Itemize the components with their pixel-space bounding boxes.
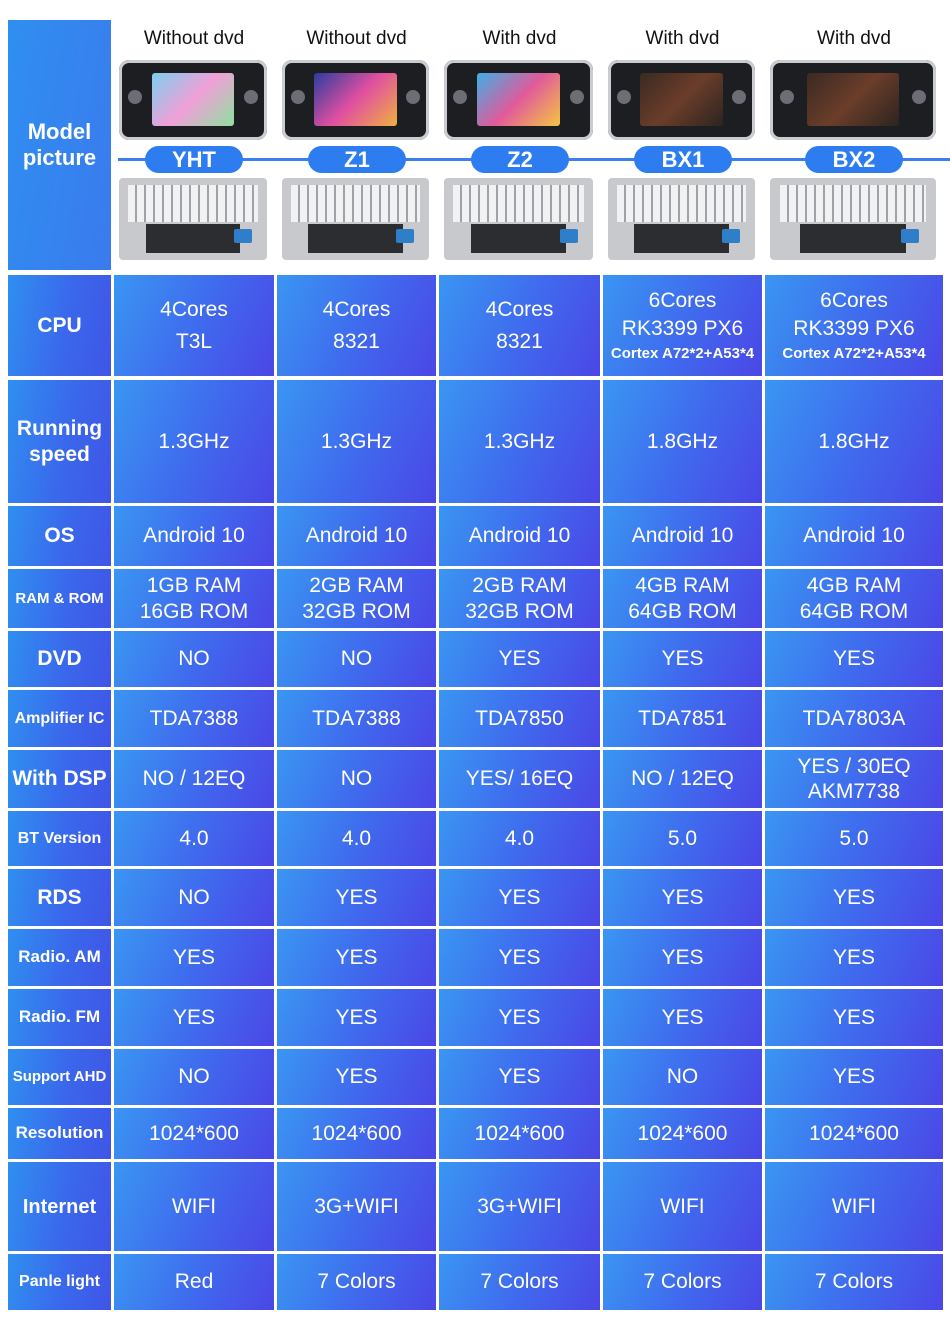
spec-value: 4.0: [341, 826, 372, 850]
spec-value: Android 10: [631, 524, 734, 548]
model-picture-label: [8, 20, 111, 270]
spec-cell: [765, 989, 943, 1046]
spec-cell: [603, 690, 762, 747]
spec-cell: [439, 380, 600, 503]
spec-cell: [765, 569, 943, 628]
spec-value: TDA7388: [312, 706, 401, 730]
head-unit-screen: [152, 73, 235, 126]
label-line: Running: [16, 417, 103, 441]
spec-cell: [603, 750, 762, 808]
spec-cell: [277, 631, 436, 687]
volume-knob-icon: [617, 90, 631, 104]
spec-value: 8321: [333, 329, 380, 353]
label-line: Support AHD: [12, 1068, 107, 1085]
row-label: [8, 569, 111, 628]
spec-cell: [439, 1049, 600, 1105]
spec-value: 32GB ROM: [302, 599, 411, 623]
label-line: RDS: [37, 885, 82, 909]
heatsink-fins: [291, 185, 420, 223]
spec-cell: [277, 869, 436, 926]
head-unit-front-image: [444, 60, 593, 140]
column-title: Without dvd: [306, 28, 407, 49]
spec-value: YES: [661, 1005, 704, 1029]
spec-cell: [439, 569, 600, 628]
model-badge: Z1: [308, 146, 406, 173]
row-label: [8, 1049, 111, 1105]
spec-value: 3G+WIFI: [477, 1194, 562, 1218]
spec-cell: [603, 380, 762, 503]
spec-value: WIFI: [660, 1194, 705, 1218]
spec-cell: [439, 1162, 600, 1251]
spec-cell: [765, 506, 943, 566]
spec-value: NO: [340, 767, 373, 791]
model-badge: Z2: [471, 146, 569, 173]
spec-value: YES / 30EQ: [797, 754, 911, 778]
row-label: [8, 1162, 111, 1251]
spec-value: YES: [498, 1065, 541, 1089]
spec-cell: [114, 750, 274, 808]
column-title: With dvd: [817, 28, 891, 49]
label-line: BT Version: [17, 829, 102, 847]
spec-cell: [603, 1162, 762, 1251]
spec-cell: [277, 380, 436, 503]
spec-cell: [277, 569, 436, 628]
spec-value: YES: [498, 647, 541, 671]
spec-cell: [114, 569, 274, 628]
spec-cell: [765, 1108, 943, 1159]
spec-value: 1.3GHz: [158, 429, 230, 453]
label-line: Internet: [22, 1195, 97, 1218]
spec-value: YES/ 16EQ: [465, 767, 574, 791]
spec-cell: [765, 631, 943, 687]
label-line: OS: [44, 524, 75, 548]
spec-cell: [439, 869, 600, 926]
model-badge: BX1: [634, 146, 732, 173]
spec-cell: [765, 380, 943, 503]
spec-cell: [439, 506, 600, 566]
spec-cell: [765, 929, 943, 986]
spec-cell: [114, 1162, 274, 1251]
spec-value: 5.0: [839, 826, 869, 850]
spec-value: 8321: [496, 329, 543, 353]
model-badge: YHT: [145, 146, 243, 173]
spec-cell: [603, 1254, 762, 1310]
spec-value: YES: [172, 945, 216, 969]
row-label: [8, 690, 111, 747]
spec-cell: [765, 750, 943, 808]
spec-value: 2GB RAM: [472, 574, 567, 598]
label-line: Model: [27, 118, 92, 144]
spec-value: NO: [178, 885, 210, 909]
spec-value: 3G+WIFI: [314, 1194, 399, 1218]
spec-value: YES: [172, 1005, 216, 1029]
spec-value: NO: [178, 1065, 210, 1089]
spec-cell: [114, 929, 274, 986]
spec-value: 4GB RAM: [806, 574, 902, 598]
row-label: [8, 380, 111, 503]
head-unit-screen: [314, 73, 396, 126]
spec-cell: [277, 506, 436, 566]
spec-value: TDA7850: [475, 706, 564, 730]
spec-value: YES: [498, 945, 541, 969]
spec-value: YES: [832, 945, 876, 969]
head-unit-screen: [640, 73, 722, 126]
spec-cell: [277, 750, 436, 808]
spec-value: 4.0: [179, 826, 209, 850]
spec-value: YES: [335, 885, 378, 909]
spec-cell: [439, 1254, 600, 1310]
spec-cell: [439, 1108, 600, 1159]
label-line: Panle light: [19, 1273, 100, 1291]
label-line: CPU: [37, 313, 82, 337]
spec-value: 1GB RAM: [146, 574, 242, 598]
spec-cell: [603, 989, 762, 1046]
spec-value: Android 10: [305, 524, 408, 548]
head-unit-screen: [807, 73, 900, 126]
head-unit-screen: [477, 73, 560, 126]
spec-value: 4Cores: [322, 298, 391, 321]
label-line: DVD: [37, 647, 82, 671]
spec-cell: [439, 929, 600, 986]
tune-knob-icon: [406, 90, 420, 104]
spec-cell: [114, 1108, 274, 1159]
spec-cell: [765, 275, 943, 376]
spec-value: Cortex A72*2+A53*4: [610, 344, 755, 362]
spec-cell: [114, 811, 274, 866]
row-label: [8, 929, 111, 986]
spec-cell: [277, 811, 436, 866]
spec-cell: [114, 506, 274, 566]
spec-value: 7 Colors: [814, 1270, 894, 1294]
spec-cell: [603, 929, 762, 986]
spec-cell: [765, 1049, 943, 1105]
connector-board: [800, 224, 906, 254]
spec-value: Cortex A72*2+A53*4: [782, 344, 926, 362]
spec-value: 7 Colors: [317, 1270, 396, 1294]
row-label: [8, 631, 111, 687]
spec-cell: [114, 869, 274, 926]
spec-cell: [603, 631, 762, 687]
column-title: With dvd: [482, 28, 557, 49]
spec-value: NO / 12EQ: [631, 767, 734, 791]
spec-value: T3L: [175, 329, 213, 353]
spec-value: Android 10: [468, 524, 571, 548]
spec-value: 1024*600: [311, 1121, 402, 1145]
spec-value: 1.3GHz: [320, 429, 393, 453]
spec-value: 1024*600: [149, 1121, 239, 1145]
spec-value: NO / 12EQ: [142, 767, 246, 791]
spec-value: Android 10: [143, 524, 245, 548]
spec-value: 64GB ROM: [799, 599, 909, 623]
row-label: [8, 750, 111, 808]
spec-value: YES: [335, 1005, 378, 1029]
spec-value: YES: [335, 1065, 378, 1089]
spec-cell: [439, 989, 600, 1046]
spec-value: YES: [832, 1005, 876, 1029]
row-label: [8, 1254, 111, 1310]
spec-cell: [765, 690, 943, 747]
connector-port-icon: [901, 229, 919, 243]
spec-cell: [439, 631, 600, 687]
spec-value: 4Cores: [160, 298, 228, 321]
row-label: [8, 506, 111, 566]
spec-value: RK3399 PX6: [621, 317, 744, 341]
spec-value: RK3399 PX6: [793, 317, 915, 341]
spec-cell: [277, 690, 436, 747]
spec-value: 1024*600: [809, 1121, 899, 1145]
head-unit-back-image: [119, 178, 267, 260]
label-line: Radio. FM: [18, 1007, 101, 1027]
head-unit-front-image: [282, 60, 429, 140]
column-title: Without dvd: [143, 28, 245, 49]
spec-value: 1024*600: [474, 1121, 565, 1145]
label-line: Radio. AM: [18, 947, 101, 967]
spec-value: YES: [832, 1065, 876, 1089]
spec-value: 5.0: [667, 826, 698, 850]
spec-value: 6Cores: [820, 289, 888, 313]
connector-board: [308, 224, 402, 254]
connector-board: [146, 224, 241, 254]
label-line: Amplifier IC: [14, 709, 105, 727]
spec-cell: [114, 275, 274, 376]
head-unit-front-image: [608, 60, 755, 140]
spec-value: 1.3GHz: [483, 429, 556, 453]
volume-knob-icon: [291, 90, 305, 104]
spec-value: 32GB ROM: [465, 599, 574, 623]
spec-value: 6Cores: [648, 289, 717, 313]
head-unit-back-image: [770, 178, 936, 260]
spec-value: 1024*600: [637, 1121, 728, 1145]
tune-knob-icon: [912, 90, 926, 104]
spec-cell: [277, 1049, 436, 1105]
column-title: With dvd: [645, 28, 720, 49]
spec-value: TDA7851: [638, 706, 727, 730]
spec-cell: [603, 869, 762, 926]
volume-knob-icon: [453, 90, 467, 104]
spec-cell: [603, 1108, 762, 1159]
head-unit-back-image: [282, 178, 429, 260]
spec-value: Red: [174, 1270, 214, 1294]
spec-value: YES: [832, 885, 876, 909]
head-unit-front-image: [770, 60, 936, 140]
connector-port-icon: [234, 229, 252, 243]
spec-cell: [765, 1162, 943, 1251]
spec-value: YES: [661, 945, 704, 969]
spec-cell: [277, 1162, 436, 1251]
row-label: [8, 869, 111, 926]
tune-knob-icon: [244, 90, 258, 104]
spec-cell: [765, 869, 943, 926]
spec-value: YES: [498, 1005, 541, 1029]
spec-cell: [277, 1254, 436, 1310]
connector-port-icon: [722, 229, 740, 243]
spec-value: WIFI: [171, 1194, 217, 1218]
spec-value: YES: [335, 945, 378, 969]
spec-cell: [114, 1254, 274, 1310]
spec-value: 4GB RAM: [635, 574, 730, 598]
spec-value: WIFI: [831, 1194, 877, 1218]
spec-cell: [603, 506, 762, 566]
label-line: Resolution: [15, 1123, 104, 1143]
tune-knob-icon: [732, 90, 746, 104]
spec-cell: [114, 631, 274, 687]
spec-value: 2GB RAM: [309, 574, 404, 598]
spec-cell: [277, 989, 436, 1046]
spec-cell: [439, 275, 600, 376]
spec-value: NO: [178, 647, 210, 671]
label-line: With DSP: [12, 767, 107, 791]
label-line: picture: [22, 145, 97, 170]
spec-cell: [439, 690, 600, 747]
spec-value: 7 Colors: [480, 1270, 559, 1294]
row-label: [8, 811, 111, 866]
spec-value: YES: [832, 647, 876, 671]
spec-cell: [114, 690, 274, 747]
row-label: [8, 989, 111, 1046]
label-line: RAM & ROM: [15, 589, 104, 607]
model-badge: BX2: [805, 146, 903, 173]
heatsink-fins: [780, 185, 926, 223]
heatsink-fins: [128, 185, 258, 223]
spec-value: NO: [340, 647, 373, 671]
spec-cell: [114, 1049, 274, 1105]
spec-cell: [277, 1108, 436, 1159]
spec-cell: [603, 1049, 762, 1105]
spec-cell: [114, 380, 274, 503]
spec-cell: [439, 750, 600, 808]
spec-cell: [603, 811, 762, 866]
label-line: speed: [29, 442, 90, 466]
spec-value: 64GB ROM: [628, 599, 737, 623]
spec-cell: [765, 811, 943, 866]
spec-value: 4.0: [504, 826, 535, 850]
connector-board: [471, 224, 566, 254]
heatsink-fins: [453, 185, 584, 223]
spec-cell: [603, 275, 762, 376]
spec-cell: [277, 275, 436, 376]
spec-value: AKM7738: [807, 780, 901, 803]
spec-value: YES: [498, 885, 541, 909]
spec-value: NO: [666, 1065, 699, 1089]
spec-value: YES: [661, 885, 704, 909]
spec-value: 16GB ROM: [139, 599, 249, 623]
spec-value: 7 Colors: [643, 1270, 722, 1294]
spec-value: 1.8GHz: [818, 429, 890, 453]
spec-value: TDA7803A: [802, 706, 906, 730]
volume-knob-icon: [780, 90, 794, 104]
connector-board: [634, 224, 728, 254]
spec-cell: [277, 929, 436, 986]
spec-cell: [439, 811, 600, 866]
spec-value: Android 10: [803, 524, 905, 548]
heatsink-fins: [617, 185, 746, 223]
head-unit-back-image: [444, 178, 593, 260]
spec-cell: [114, 989, 274, 1046]
spec-value: YES: [661, 647, 704, 671]
head-unit-front-image: [119, 60, 267, 140]
row-label: [8, 275, 111, 376]
connector-port-icon: [560, 229, 578, 243]
tune-knob-icon: [570, 90, 584, 104]
spec-cell: [765, 1254, 943, 1310]
head-unit-back-image: [608, 178, 755, 260]
spec-value: TDA7388: [149, 706, 239, 730]
volume-knob-icon: [128, 90, 142, 104]
spec-value: 1.8GHz: [646, 429, 719, 453]
row-label: [8, 1108, 111, 1159]
spec-cell: [603, 569, 762, 628]
spec-value: 4Cores: [485, 298, 554, 321]
connector-port-icon: [396, 229, 414, 243]
